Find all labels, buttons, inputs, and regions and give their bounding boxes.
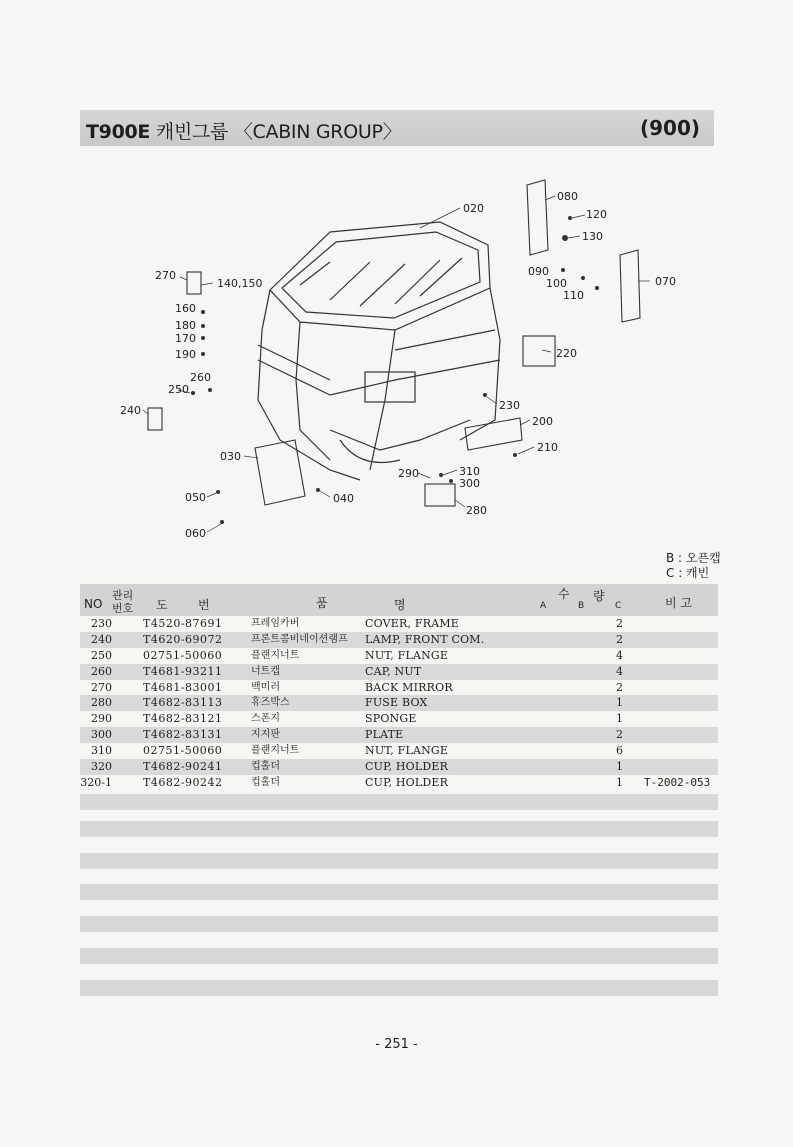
- callout-280: 280: [466, 504, 487, 517]
- header-mgmt-top: 관리: [112, 589, 134, 602]
- exploded-parts-diagram: [0, 160, 793, 560]
- row-name-korean: 컵홀더: [251, 776, 280, 788]
- row-name-english: CUP, HOLDER: [365, 775, 449, 789]
- row-qty-c: 1: [616, 775, 623, 789]
- row-no: 270: [91, 680, 112, 694]
- row-no: 290: [91, 712, 112, 726]
- row-no: 300: [91, 728, 112, 742]
- table-row: [80, 616, 718, 632]
- row-qty-c: 6: [616, 744, 623, 758]
- row-name-korean: 플랜지너트: [251, 649, 300, 661]
- callout-labels: [120, 190, 676, 540]
- row-no: 280: [91, 696, 112, 710]
- callout-160: 160: [175, 302, 196, 315]
- callout-230: 230: [499, 399, 520, 412]
- callout-290: 290: [398, 467, 419, 480]
- row-code: T4681-83001: [143, 680, 223, 694]
- header-drawing-2: 번: [198, 598, 210, 612]
- blank-row-band: [80, 884, 718, 900]
- fastener-dots: [191, 216, 599, 524]
- row-qty-c: 2: [616, 632, 623, 646]
- row-name-korean: 휴즈박스: [251, 697, 290, 709]
- row-code: T4682-90242: [143, 775, 223, 789]
- callout-080: 080: [557, 190, 578, 203]
- table-row: [80, 664, 718, 680]
- header-qty-b: B: [578, 601, 585, 611]
- callout-170: 170: [175, 332, 196, 345]
- group-code: (900): [639, 116, 700, 140]
- row-no: 310: [91, 744, 112, 758]
- row-no: 320: [91, 760, 112, 774]
- header-mgmt-bottom: 번호: [112, 602, 134, 615]
- row-qty-c: 2: [616, 680, 623, 694]
- callout-050: 050: [185, 491, 206, 504]
- row-code: 02751-50060: [143, 648, 223, 662]
- row-name-korean: 너트캡: [251, 665, 280, 677]
- row-no: 320-1: [80, 775, 112, 789]
- blank-row-band: [80, 853, 718, 869]
- header-qty-a: A: [540, 601, 547, 611]
- row-code: T4682-83113: [143, 696, 223, 710]
- legend: [666, 551, 721, 581]
- row-qty-c: 1: [616, 712, 623, 726]
- header-drawing-1: 도: [156, 598, 168, 612]
- row-no: 230: [91, 617, 112, 630]
- callout-030: 030: [220, 450, 241, 463]
- row-no: 240: [91, 632, 112, 646]
- callout-200: 200: [532, 415, 553, 428]
- table-row: [80, 695, 718, 711]
- legend-b: B : 오픈캡: [666, 551, 721, 565]
- row-no: 260: [91, 664, 112, 678]
- table-row: [80, 632, 718, 648]
- row-code: T4520-87691: [143, 617, 223, 630]
- header-no: NO: [84, 597, 103, 611]
- legend-c: C : 캐빈: [666, 566, 710, 580]
- callout-060: 060: [185, 527, 206, 540]
- callout-220: 220: [556, 347, 577, 360]
- row-name-korean: 플랜지너트: [251, 745, 300, 757]
- row-qty-c: 4: [616, 648, 623, 662]
- row-name-english: LAMP, FRONT COM.: [365, 632, 485, 646]
- blank-row-band: [80, 794, 718, 810]
- callout-020: 020: [463, 202, 484, 215]
- row-name-korean: 백미러: [251, 681, 280, 693]
- row-name-english: CUP, HOLDER: [365, 760, 449, 774]
- callout-310: 310: [459, 465, 480, 478]
- row-name-english: PLATE: [365, 728, 404, 742]
- blank-row-band: [80, 916, 718, 932]
- row-code: T4682-90241: [143, 760, 223, 774]
- callout-040: 040: [333, 492, 354, 505]
- callout-190: 190: [175, 348, 196, 361]
- row-name-korean: 컵홀더: [251, 761, 280, 773]
- table-row: [80, 759, 718, 775]
- row-name-english: COVER, FRAME: [365, 617, 460, 630]
- callout-180: 180: [175, 319, 196, 332]
- callout-130: 130: [582, 230, 603, 243]
- row-code: T4620-69072: [143, 632, 223, 646]
- table-header: [80, 584, 718, 616]
- leader-lines: [143, 196, 650, 532]
- callout-270: 270: [155, 269, 176, 282]
- row-code: T4682-83131: [143, 728, 223, 742]
- callout-240: 240: [120, 404, 141, 417]
- row-no: 250: [91, 648, 112, 662]
- row-qty-c: 2: [616, 617, 623, 630]
- row-code: T4682-83121: [143, 712, 223, 726]
- callout-250: 250: [168, 383, 189, 396]
- callout-260: 260: [190, 371, 211, 384]
- row-qty-c: 1: [616, 696, 623, 710]
- row-name-english: CAP, NUT: [365, 664, 422, 678]
- title-korean: 캐빈그룹: [155, 121, 229, 143]
- page-number: - 251 -: [375, 1037, 418, 1052]
- model-name: T900E: [86, 121, 151, 143]
- page-title: [86, 117, 401, 144]
- row-qty-c: 4: [616, 664, 623, 678]
- header-qty-c: C: [615, 601, 622, 611]
- callout-110: 110: [563, 289, 584, 302]
- table-row: [80, 711, 718, 727]
- title-english: 〈CABIN GROUP〉: [233, 121, 402, 143]
- row-code: T4681-93211: [143, 664, 223, 678]
- row-name-korean: 프레임카버: [251, 618, 300, 629]
- header-name-2: 명: [394, 598, 406, 612]
- row-qty-c: 1: [616, 760, 623, 774]
- header-name-1: 품: [316, 596, 328, 610]
- row-name-english: FUSE BOX: [365, 696, 428, 710]
- table-row: [80, 727, 718, 743]
- row-name-english: BACK MIRROR: [365, 680, 453, 694]
- callout-300: 300: [459, 477, 480, 490]
- parts-table: [80, 584, 718, 791]
- table-row: [80, 648, 718, 664]
- table-row: [80, 743, 718, 759]
- page-header: [80, 110, 714, 146]
- cabin-frame: [258, 222, 500, 480]
- row-name-english: NUT, FLANGE: [365, 648, 449, 662]
- row-name-korean: 지지판: [251, 729, 280, 741]
- header-remarks: 비 고: [665, 596, 692, 610]
- callout-090: 090: [528, 265, 549, 278]
- row-remark: T-2002-053: [644, 775, 711, 789]
- blank-row-band: [80, 821, 718, 837]
- callout-210: 210: [537, 441, 558, 454]
- row-qty-c: 2: [616, 728, 623, 742]
- header-qty-2: 량: [593, 589, 605, 603]
- blank-row-band: [80, 980, 718, 996]
- header-qty-1: 수: [558, 587, 570, 601]
- callout-140-150: 140,150: [217, 277, 263, 290]
- row-name-korean: 프론트콤비네이션램프: [251, 633, 348, 645]
- table-row: [80, 680, 718, 696]
- row-name-english: NUT, FLANGE: [365, 744, 449, 758]
- row-name-korean: 스폰지: [251, 713, 280, 725]
- callout-070: 070: [655, 275, 676, 288]
- callout-100: 100: [546, 277, 567, 290]
- callout-120: 120: [586, 208, 607, 221]
- row-name-english: SPONGE: [365, 712, 417, 726]
- table-row: [80, 775, 718, 791]
- row-code: 02751-50060: [143, 744, 223, 758]
- blank-row-band: [80, 948, 718, 964]
